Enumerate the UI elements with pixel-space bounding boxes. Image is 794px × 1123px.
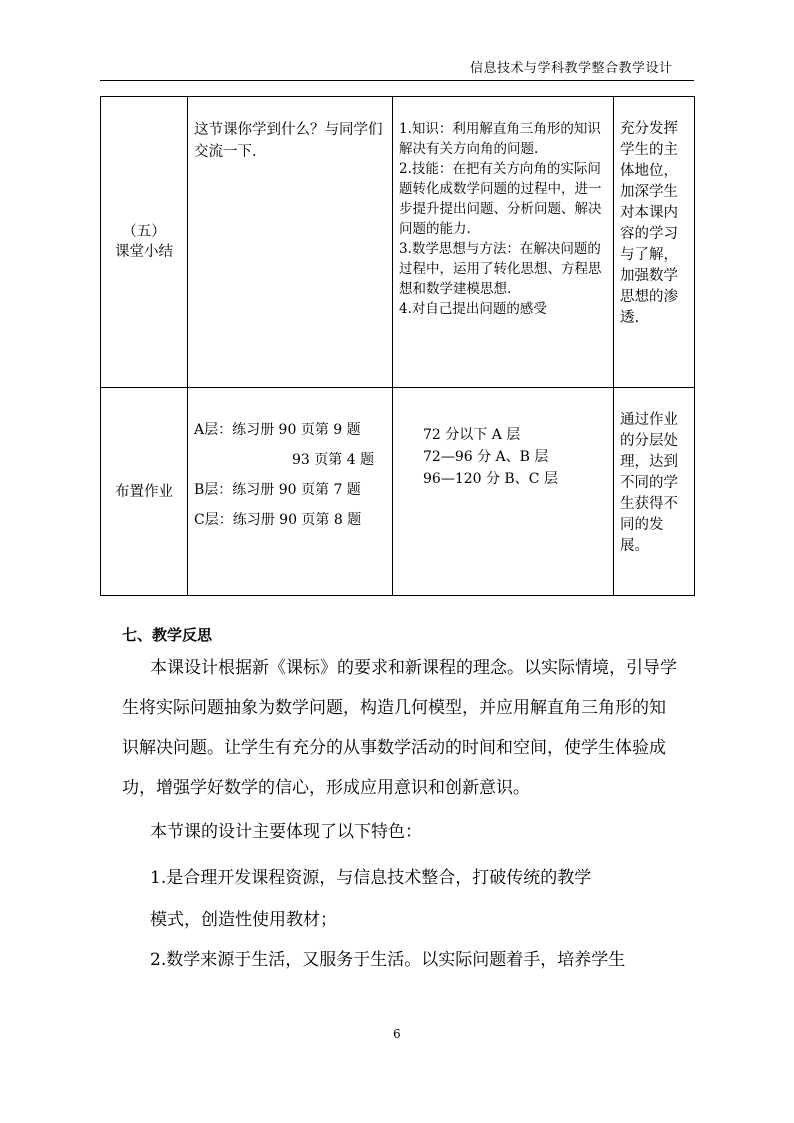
table-row-summary [101,97,695,388]
assignment-item: B层：练习册 90 页第 7 题 [194,482,361,498]
assignment-item: C层：练习册 90 页第 8 题 [194,512,362,528]
intent-text: 通过作业的分层处理，达到不同的学生获得不同的发展。 [620,412,678,554]
reflection-paragraph: 2.数学来源于生活，又服务于生活。以实际问题着手，培养学生 [150,950,626,970]
reflection-paragraph: 本节课的设计主要体现了以下特色： [150,822,422,842]
activity-cell [188,97,393,388]
document-header-title: 信息技术与学科教学整合教学设计 [470,61,673,76]
reflection-paragraph: 本课设计根据新《课标》的要求和新课程的理念。以实际情境，引导学生将实际问题抽象为数学问题，构造几何模型，并应用解直角三角形的知识解决问题。让学生有充分的从事数学活动的时间和空间，使学生体验成功，增强学好数学的信心，形成应用意识和创新意识。 [122,658,677,798]
grading-list [393,388,613,490]
grading-item: 96—120 分 B、C 层 [423,471,558,487]
page-number: 6 [393,1027,401,1041]
lesson-plan-table [100,96,695,596]
stage-cell [101,388,188,596]
intent-text: 充分发挥学生的主体地位，加深学生对本课内容的学习与了解，加强数学思想的渗透. [620,121,678,326]
section-title: 七、教学反思 [122,626,213,644]
reflection-paragraph: 1.是合理开发课程资源，与信息技术整合，打破传统的教学 [150,868,592,888]
intent-cell [614,97,695,388]
grading-item: 72—96 分 A、B 层 [423,449,549,465]
design-line: 1.知识：利用解直角三角形的知识解决有关方向角的问题. [399,121,601,157]
header-divider [100,80,694,81]
stage-cell [101,97,188,388]
reflection-body [122,648,682,980]
design-text [393,97,613,319]
assignment-list [188,388,392,542]
assignments-cell [188,388,393,596]
intent-cell [614,388,695,596]
design-line: 4.对自己提出问题的感受 [399,301,547,317]
stage-label: （五） 课堂小结 [115,224,173,260]
stage-label: 布置作业 [115,483,173,500]
assignment-item: 93 页第 4 题 [292,452,375,468]
assignment-item: A层：练习册 90 页第 9 题 [194,422,361,438]
activity-text: 这节课你学到什么？与同学们交流一下. [194,122,383,160]
table-row-homework [101,388,695,596]
grading-cell [393,388,614,596]
design-line: 2.技能：在把有关方向角的实际问题转化成数学问题的过程中，进一步提升提出问题、分析问题、解决问题的能力. [399,161,602,237]
design-line: 3.数学思想与方法：在解决问题的过程中，运用了转化思想、方程思想和数学建模思想. [399,241,602,297]
reflection-paragraph: 模式，创造性使用教材； [150,910,337,930]
grading-item: 72 分以下 A 层 [423,427,521,443]
design-cell [393,97,614,388]
